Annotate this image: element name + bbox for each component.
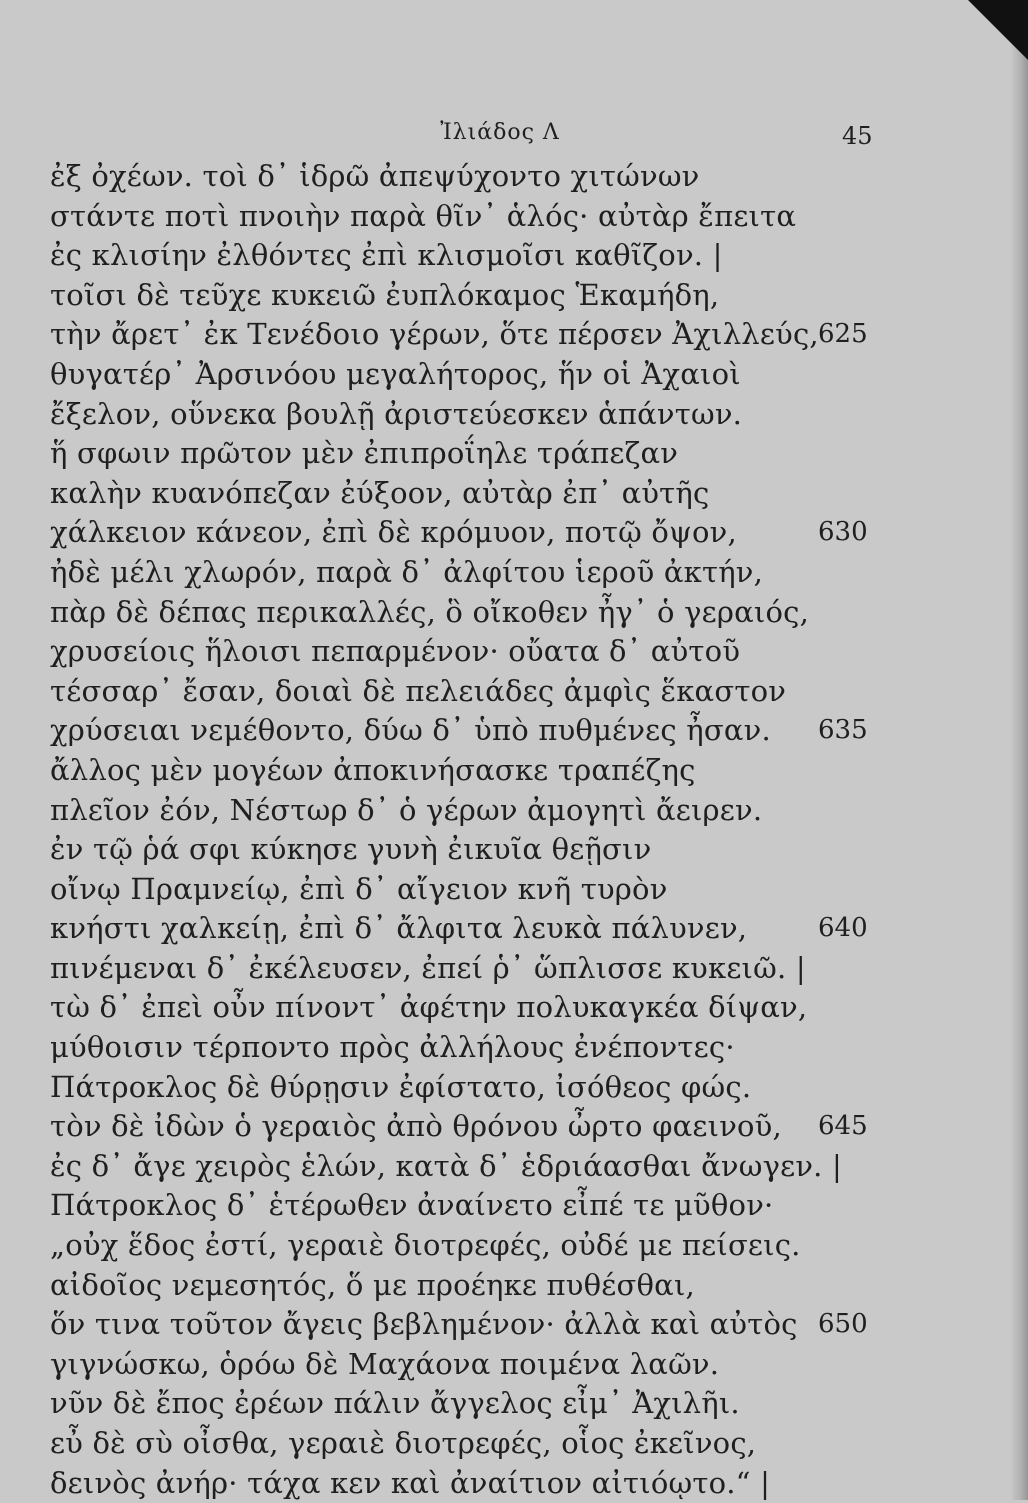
verse-line-text: εὖ δὲ σὺ οἶσθα, γεραιὲ διοτρεφές, οἷος ἐκεῖνος,	[50, 1426, 757, 1460]
verse-line	[0, 434, 1028, 474]
verse-line-text: πλεῖον ἐόν, Νέστωρ δ᾽ ὁ γέρων ἀμογητὶ ἄειρεν.	[50, 792, 763, 827]
verse-line	[0, 513, 1028, 553]
verse-line	[0, 909, 1028, 949]
verse-line-text: τὸν δὲ ἰδὼν ὁ γεραιὸς ἀπὸ θρόνου ὦρτο φαεινοῦ,	[50, 1109, 782, 1144]
verse-line	[0, 751, 1028, 791]
verse-line	[0, 1028, 1028, 1068]
verse-line	[0, 593, 1028, 633]
verse-line-text: ἔξελον, οὕνεκα βουλῇ ἀριστεύεσκεν ἁπάντων.	[50, 396, 743, 431]
verse-line-text: τέσσαρ᾽ ἔσαν, δοιαὶ δὲ πελειάδες ἀμφὶς ἕκαστον	[50, 673, 787, 708]
page-number: 45	[842, 122, 873, 150]
running-head	[0, 120, 1028, 150]
verse-line-text: τοῖσι δὲ τεῦχε κυκειῶ ἐυπλόκαμος Ἑκαμήδη,	[50, 277, 720, 312]
line-number: 635	[818, 715, 868, 746]
verse-line-text: δεινὸς ἀνήρ· τάχα κεν καὶ ἀναίτιον αἰτιόῳτο.“ |	[50, 1465, 771, 1500]
verse-line	[0, 1226, 1028, 1266]
verse-line-text: χρύσειαι νεμέθοντο, δύω δ᾽ ὑπὸ πυθμένες ἦσαν.	[50, 713, 771, 748]
verse-line-text: καλὴν κυανόπεζαν ἐύξοον, αὐτὰρ ἐπ᾽ αὐτῆς	[50, 475, 710, 510]
verse-line-text: ἠδὲ μέλι χλωρόν, παρὰ δ᾽ ἀλφίτου ἱεροῦ ἀκτήν,	[50, 554, 764, 589]
verse-line-text: πινέμεναι δ᾽ ἐκέλευσεν, ἐπεί ῥ᾽ ὥπλισσε κυκειῶ. |	[50, 950, 806, 985]
verse-line-text: ἥ σφωιν πρῶτον μὲν ἐπιπροΐηλε τράπεζαν	[50, 436, 679, 471]
verse-line-text: ἄλλος μὲν μογέων ἀποκινήσασκε τραπέζης	[50, 752, 696, 787]
verse-line-text: ἐς δ᾽ ἄγε χειρὸς ἑλών, κατὰ δ᾽ ἑδριάασθαι ἄνωγεν. |	[50, 1148, 842, 1183]
verse-line-text: αἰδοῖος νεμεσητός, ὅ με προέηκε πυθέσθαι,	[50, 1267, 695, 1302]
line-number: 625	[818, 319, 868, 350]
page-corner	[968, 0, 1028, 60]
verse-line	[0, 1424, 1028, 1464]
line-number: 640	[818, 913, 868, 944]
verse-line	[0, 949, 1028, 989]
verse-line	[0, 1107, 1028, 1147]
verse-line	[0, 1345, 1028, 1385]
line-number: 630	[818, 517, 868, 548]
verse-line	[0, 553, 1028, 593]
verse-line-text: τὴν ἄρετ᾽ ἐκ Τενέδοιο γέρων, ὅτε πέρσεν Ἀχιλλεύς,	[50, 317, 819, 352]
line-number: 650	[818, 1309, 868, 1340]
verse-line-text: πὰρ δὲ δέπας περικαλλές, ὃ οἴκοθεν ἦγ᾽ ὁ γεραιός,	[50, 594, 810, 629]
verse-line-text: ἐς κλισίην ἐλθόντες ἐπὶ κλισμοῖσι καθῖζον. |	[50, 238, 723, 273]
verse-line-text: Πάτροκλος δ᾽ ἑτέρωθεν ἀναίνετο εἶπέ τε μῦθον·	[50, 1188, 774, 1223]
verse-line	[0, 830, 1028, 870]
verse-line	[0, 711, 1028, 751]
verse-line-text: „οὐχ ἕδος ἐστί, γεραιὲ διοτρεφές, οὐδέ με πείσεις.	[50, 1228, 801, 1263]
verse-line-text: ὅν τινα τοῦτον ἄγεις βεβλημένον· ἀλλὰ καὶ αὐτὸς	[50, 1307, 798, 1342]
verse-line-text: τὼ δ᾽ ἐπεὶ οὖν πίνοντ᾽ ἀφέτην πολυκαγκέα δίψαν,	[50, 990, 808, 1025]
verse-line	[0, 1186, 1028, 1226]
verse-line-text: ἐν τῷ ῥά σφι κύκησε γυνὴ ἐικυῖα θεῇσιν	[50, 832, 652, 867]
verse-line-text: οἴνῳ Πραμνείῳ, ἐπὶ δ᾽ αἴγειον κνῆ τυρὸν	[50, 871, 668, 906]
verse-line	[0, 1266, 1028, 1306]
verse-line	[0, 672, 1028, 712]
verse-line-text: Πάτροκλος δὲ θύρῃσιν ἐφίστατο, ἰσόθεος φώς.	[50, 1069, 752, 1104]
verse-line	[0, 632, 1028, 672]
verse-line-text: ἐξ ὀχέων. τοὶ δ᾽ ἱδρῶ ἀπεψύχοντο χιτώνων	[50, 159, 700, 193]
verse-line-text: μύθοισιν τέρποντο πρὸς ἀλλήλους ἐνέποντες·	[50, 1030, 735, 1065]
verse-line	[0, 1305, 1028, 1345]
verse-line	[0, 988, 1028, 1028]
running-title: Ἰλιάδος Λ	[440, 120, 560, 145]
verse-line-text: γιγνώσκω, ὁρόω δὲ Μαχάονα ποιμένα λαῶν.	[50, 1346, 720, 1381]
verse-line-text: χρυσείοις ἥλοισι πεπαρμένον· οὔατα δ᾽ αὐτοῦ	[50, 634, 741, 669]
verse-text	[0, 157, 1028, 1503]
verse-line	[0, 1147, 1028, 1187]
verse-line	[0, 315, 1028, 355]
verse-line	[0, 870, 1028, 910]
verse-line-text: κνήστι χαλκείῃ, ἐπὶ δ᾽ ἄλφιτα λευκὰ πάλυνεν,	[50, 911, 748, 946]
verse-line-text: θυγατέρ᾽ Ἀρσινόου μεγαλήτορος, ἥν οἱ Ἀχαιοὶ	[50, 356, 741, 391]
verse-line	[0, 1464, 1028, 1503]
verse-line	[0, 395, 1028, 435]
verse-line-text: χάλκειον κάνεον, ἐπὶ δὲ κρόμυον, ποτῷ ὄψον,	[50, 515, 737, 550]
verse-line	[0, 276, 1028, 316]
verse-line	[0, 236, 1028, 276]
verse-line	[0, 197, 1028, 237]
verse-line	[0, 157, 1028, 197]
verse-line	[0, 1384, 1028, 1424]
verse-line	[0, 1068, 1028, 1108]
verse-line	[0, 355, 1028, 395]
verse-line	[0, 791, 1028, 831]
verse-line	[0, 474, 1028, 514]
line-number: 645	[818, 1111, 868, 1142]
verse-line-text: στάντε ποτὶ πνοιὴν παρὰ θῖν᾽ ἁλός· αὐτὰρ ἔπειτα	[50, 198, 797, 233]
verse-line-text: νῦν δὲ ἔπος ἐρέων πάλιν ἄγγελος εἶμ᾽ Ἀχιλῆι.	[50, 1386, 740, 1421]
